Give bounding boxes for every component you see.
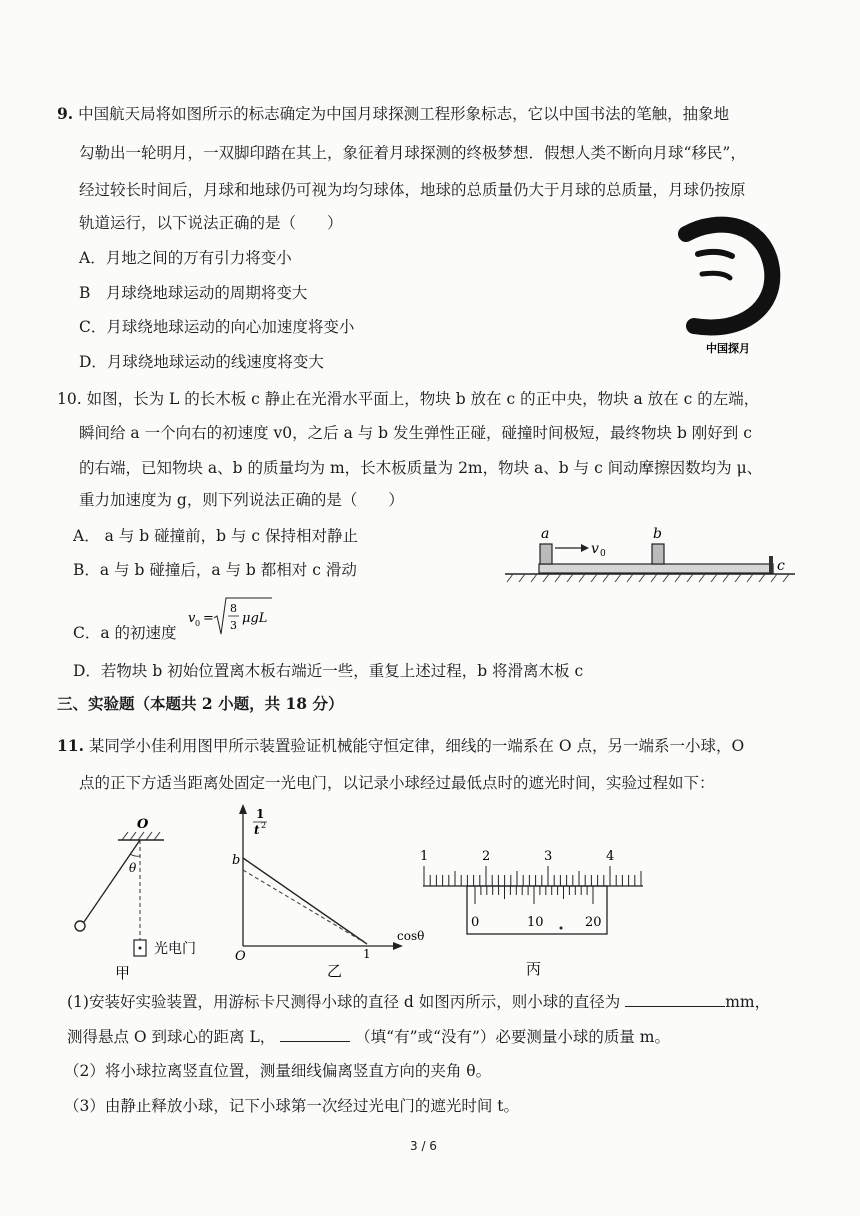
formula-tail: μgL [242,611,268,626]
q11-step-1-unit: mm， [725,993,771,1011]
q10-option-b: B．a 与 b 碰撞后，a 与 b 都相对 c 滑动 [73,561,357,579]
dashed-line [243,870,367,944]
y-label-exponent: 2 [261,821,267,830]
section-3-title: 三、实验题（本题共 2 小题，共 18 分） [57,694,344,713]
vernier-tick-20: 20 [585,915,602,930]
q11-number: 11. [57,736,84,755]
q10-option-a: A． a 与 b 碰撞前，b 与 c 保持相对静止 [73,527,358,545]
q11-step-1-line-2 [67,1027,670,1047]
figure-jia-caption: 甲 [115,964,131,982]
velocity-arrow-head [581,544,589,552]
photogate-label: 光电门 [154,941,196,957]
logo-caption: 中国探月 [706,342,750,355]
main-tick-3: 3 [544,849,553,864]
block-a [540,544,552,564]
q9-option-a: A．月地之间的万有引力将变小 [79,249,292,267]
ceiling-hatching [122,832,160,840]
formula-eq: = [203,611,214,626]
q10-option-c: C．a 的初速度 [73,624,177,642]
q11-step-1-text-2: 测得悬点 O 到球心的距离 L， [67,1028,276,1046]
q9-line-1 [57,104,729,124]
q11-step-3: （3）由静止释放小球，记下小球第一次经过光电门的遮光时间 t。 [64,1097,520,1115]
figure-yi-caption: 乙 [327,962,343,980]
formula-numerator: 8 [230,602,237,615]
jia-label-theta: θ [129,861,137,875]
q9-stem-3: 经过较长时间后，月球和地球仍可视为均匀球体，地球的总质量仍大于月球的总质量，月球仍按原 [79,181,746,199]
formula-v-sub: 0 [195,619,201,628]
vernier-screw [560,927,563,930]
figure-jia-pendulum [70,810,220,985]
q10-formula [186,594,276,640]
q11-line-1 [57,736,744,756]
q9-number: 9. [57,104,74,123]
q11-stem-1: 某同学小佳利用图甲所示装置验证机械能守恒定律，细线的一端系在 O 点，另一端系一小球，O [88,737,745,755]
label-a: a [541,526,550,542]
label-v: v [591,541,599,557]
q9-option-d: D．月球绕地球运动的线速度将变大 [79,353,324,371]
q11-step-1-text-3: （填“有”或“没有”）必要测量小球的质量 m。 [355,1028,670,1046]
footprint-1 [698,252,732,256]
y-axis-arrow [239,804,247,814]
y-label-denominator: t [254,823,260,837]
board-c [539,564,773,573]
q9-option-b: B 月球绕地球运动的周期将变大 [79,284,308,302]
y-label-numerator: 1 [256,807,265,821]
graph-origin: O [235,949,246,964]
q10-stem-3: 的右端，已知物块 a、b 的质量均为 m，长木板质量为 2m，物块 a、b 与 c 间动摩擦因数均为 μ、 [79,459,763,477]
vernier-tick-0: 0 [471,915,480,930]
q11-step-1-text: (1)安装好实验装置，用游标卡尺测得小球的直径 d 如图丙所示，则小球的直径为 [67,993,621,1011]
main-scale-ticks [424,866,641,886]
graph-x-label: cosθ [397,929,425,943]
block-b [652,544,664,564]
main-tick-4: 4 [606,849,615,864]
formula-v: v [188,611,196,626]
mass-answer-blank[interactable] [280,1041,350,1042]
q10-stem-4: 重力加速度为 g，则下列说法正确的是（ ） [79,491,404,509]
vernier-scale-ticks [475,886,593,904]
q9-option-c: C．月球绕地球运动的向心加速度将变小 [79,318,355,336]
main-tick-2: 2 [482,849,491,864]
main-tick-1: 1 [420,849,429,864]
diameter-answer-blank[interactable] [625,1006,725,1007]
graph-label-b: b [232,853,241,868]
q10-stem-1: 10. 如图，长为 L 的长木板 c 静止在光滑水平面上，物块 b 放在 c 的正中央，物块 a 放在 c 的左端， [57,390,760,408]
label-v-sub: 0 [600,549,606,559]
q10-option-d: D．若物块 b 初始位置离木板右端近一些，重复上述过程，b 将滑离木板 c [73,662,584,680]
angle-arc [130,854,140,856]
ground-hatching [507,574,789,582]
q11-step-2: （2）将小球拉离竖直位置，测量细线偏离竖直方向的夹角 θ。 [64,1062,492,1080]
graph-x-one: 1 [363,947,371,961]
photogate-dot [139,947,142,950]
figure-yi-graph [225,798,440,983]
board-end-stop [769,556,773,573]
label-b: b [653,526,662,542]
solid-line [243,858,367,944]
q9-stem-2: 勾勒出一轮明月，一双脚印踏在其上，象征着月球探测的终极梦想．假想人类不断向月球“移民”， [79,144,746,162]
vernier-tick-10: 10 [527,915,544,930]
board-figure [505,516,795,596]
figure-bing-caption: 丙 [526,960,542,978]
q10-stem-2: 瞬间给 a 一个向右的初速度 v0，之后 a 与 b 发生弹性正碰，碰撞时间极短，最终物块 b 刚好到 c [79,424,752,442]
q9-stem-4: 轨道运行，以下说法正确的是（ ） [79,214,343,232]
figure-bing-vernier-caliper [415,842,650,982]
lunar-logo-image [668,212,788,362]
page-number: 3 / 6 [410,1139,437,1153]
label-c: c [777,558,785,574]
pendulum-ball [75,921,85,931]
x-axis-arrow [393,942,403,950]
footprint-2 [702,273,730,278]
pendulum-string [84,840,140,922]
q9-stem-1: 中国航天局将如图所示的标志确定为中国月球探测工程形象标志，它以中国书法的笔触，抽象地 [78,105,730,123]
q11-step-1-line-1 [67,992,770,1012]
q11-stem-2: 点的正下方适当距离处固定一光电门，以记录小球经过最低点时的遮光时间，实验过程如下： [79,774,715,792]
jia-label-O: O [137,817,149,832]
formula-denominator: 3 [230,619,237,632]
